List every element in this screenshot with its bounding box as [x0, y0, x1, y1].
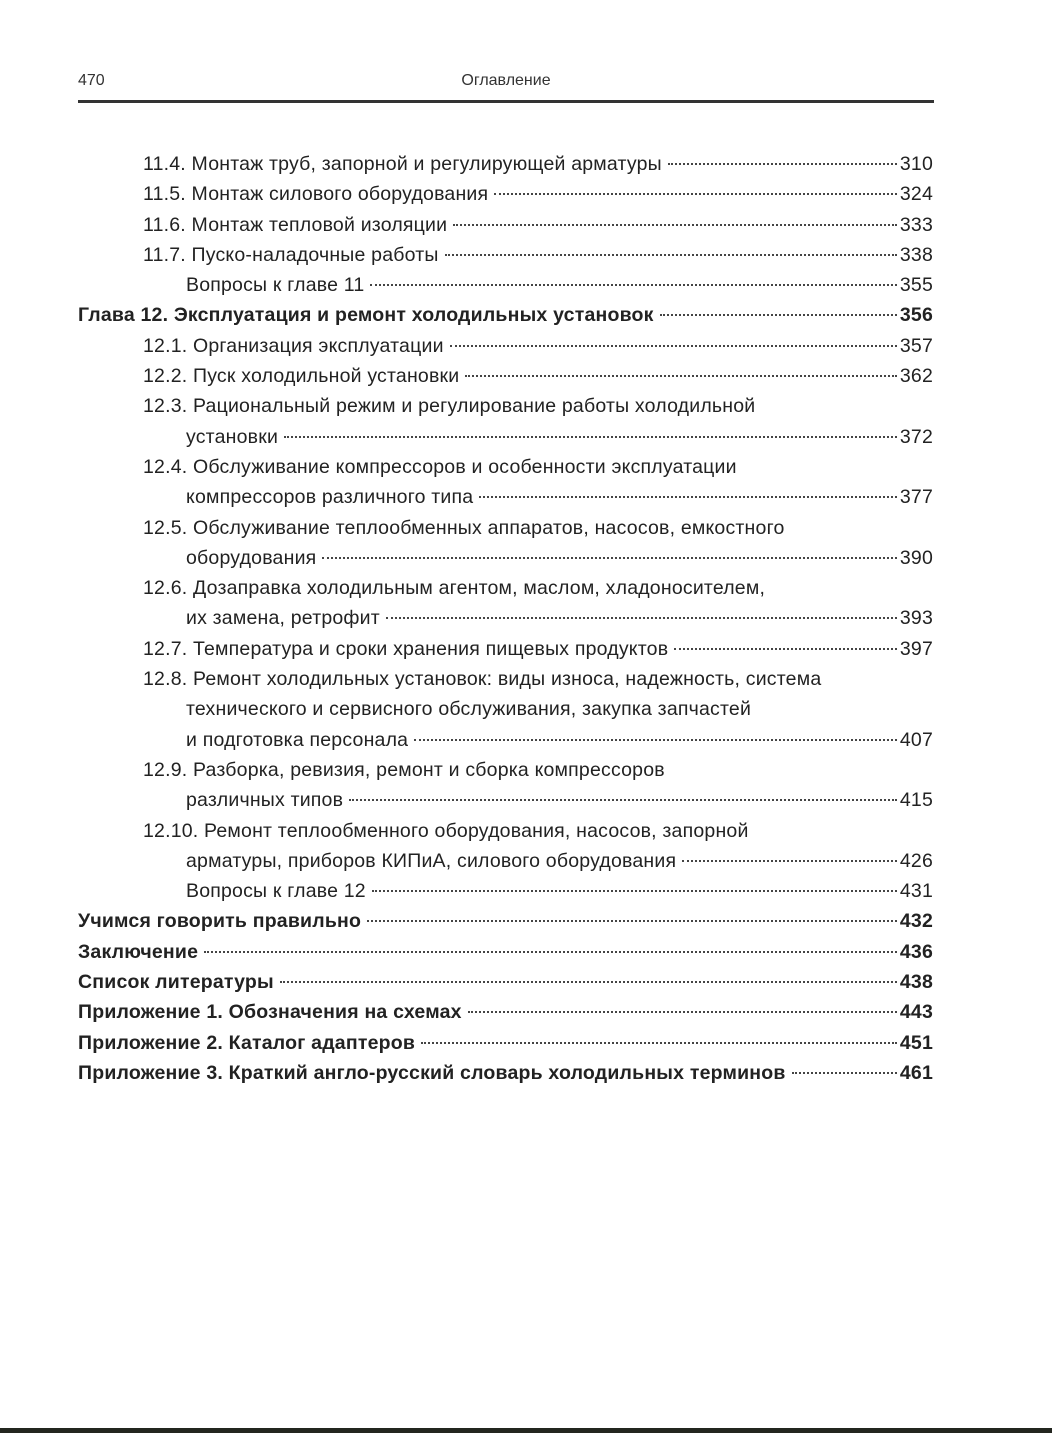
toc-page-number: 333 [899, 213, 933, 236]
dot-leader [414, 739, 897, 741]
toc-entry-title: 11.7. Пуско-наладочные работы [143, 243, 439, 266]
toc-entry-title: и подготовка персонала [186, 728, 409, 751]
toc-entry[interactable] [78, 331, 933, 361]
toc-entry[interactable] [78, 270, 933, 300]
dot-leader [284, 436, 897, 438]
toc-entry-line [78, 210, 933, 240]
toc-entry-title: различных типов [186, 789, 344, 812]
toc-entry[interactable] [78, 361, 933, 391]
toc-entry-line [78, 543, 933, 573]
toc-entry[interactable] [78, 179, 933, 209]
toc-entry-title: 12.4. Обслуживание компрессоров и особенности эксплуатации [143, 455, 737, 478]
toc-entry[interactable] [78, 1028, 933, 1058]
toc-page-number: 438 [899, 971, 933, 994]
dot-leader [465, 375, 896, 377]
toc-entry[interactable] [78, 149, 933, 179]
toc-entry-title: 12.8. Ремонт холодильных установок: виды износа, надежность, система [143, 668, 822, 691]
toc-entry[interactable] [78, 937, 933, 967]
toc-entry-line [78, 937, 933, 967]
toc-entry-line [78, 694, 933, 724]
toc-entry-line [78, 452, 933, 482]
dot-leader [370, 284, 896, 286]
toc-entry-title: 12.5. Обслуживание теплообменных аппаратов, насосов, емкостного [143, 516, 785, 539]
dot-leader [792, 1072, 897, 1074]
toc-page-number: 397 [899, 637, 933, 660]
dot-leader [445, 254, 897, 256]
toc-entry[interactable] [78, 997, 933, 1027]
toc-page-number: 377 [899, 486, 933, 509]
toc-entry-title: 12.9. Разборка, ревизия, ремонт и сборка компрессоров [143, 758, 665, 781]
toc-entry-title: 12.7. Температура и сроки хранения пищевых продуктов [143, 637, 669, 660]
toc-entry-line [78, 785, 933, 815]
dot-leader [204, 951, 897, 953]
toc-entry-title: 11.6. Монтаж тепловой изоляции [143, 213, 448, 236]
toc-entry[interactable] [78, 634, 933, 664]
dot-leader [450, 345, 897, 347]
toc-entry-title: Приложение 3. Краткий англо-русский словарь холодильных терминов [78, 1061, 786, 1084]
toc-page-number: 431 [899, 880, 933, 903]
toc-entry-title: оборудования [186, 546, 317, 569]
toc-entry-line [78, 906, 933, 936]
toc-entry-title: Глава 12. Эксплуатация и ремонт холодильных установок [78, 304, 654, 327]
dot-leader [668, 163, 897, 165]
dot-leader [322, 557, 896, 559]
toc-entry-title: 11.5. Монтаж силового оборудования [143, 183, 489, 206]
toc-entry[interactable] [78, 816, 933, 877]
dot-leader [682, 860, 897, 862]
toc-page-number: 310 [899, 153, 933, 175]
toc-entry[interactable] [78, 664, 933, 755]
toc-entry-line [78, 422, 933, 452]
toc-entry-line [78, 391, 933, 421]
toc-page-number: 324 [899, 183, 933, 206]
toc-entry-title: Приложение 1. Обозначения на схемах [78, 1001, 462, 1024]
toc-entry-line [78, 149, 933, 179]
toc-page-number: 338 [899, 243, 933, 266]
toc-entry-line [78, 240, 933, 270]
dot-leader [280, 981, 897, 983]
toc-page-number: 426 [899, 849, 933, 872]
dot-leader [421, 1042, 897, 1044]
toc-entry[interactable] [78, 452, 933, 513]
toc-entry-line [78, 361, 933, 391]
toc-entry-title: Учимся говорить правильно [78, 910, 362, 933]
toc-entry-title: 12.1. Организация эксплуатации [143, 334, 444, 357]
dot-leader [674, 648, 897, 650]
toc-page-number: 432 [899, 910, 933, 933]
toc-entry[interactable] [78, 513, 933, 574]
toc-entry-title: установки [186, 425, 279, 448]
toc-entry-line [78, 876, 933, 906]
toc-entry-title: 12.2. Пуск холодильной установки [143, 365, 460, 388]
dot-leader [372, 890, 897, 892]
toc-entry-title: 11.4. Монтаж труб, запорной и регулирующей арматуры [143, 153, 662, 175]
toc-entry-line [78, 573, 933, 603]
dot-leader [479, 496, 897, 498]
toc-entry-line [78, 482, 933, 512]
dot-leader [386, 617, 897, 619]
toc-entry-title: Вопросы к главе 11 [186, 274, 365, 297]
dot-leader [660, 314, 897, 316]
toc-page-number: 415 [899, 789, 933, 812]
toc-entry-title: Приложение 2. Каталог адаптеров [78, 1031, 416, 1054]
toc-page-number: 436 [899, 940, 933, 963]
viewer-bottom-bar [0, 1428, 1052, 1433]
dot-leader [453, 224, 897, 226]
toc-entry-line [78, 725, 933, 755]
toc-page-number: 393 [899, 607, 933, 630]
toc-entry-title: 12.3. Рациональный режим и регулирование работы холодильной [143, 395, 756, 418]
running-title: Оглавление [461, 72, 551, 89]
toc-entry-title: их замена, ретрофит [186, 607, 380, 630]
header-rule [78, 100, 934, 103]
toc-page-number: 357 [899, 334, 933, 357]
dot-leader [349, 799, 897, 801]
toc-entry[interactable] [78, 876, 933, 906]
toc-entry-line [78, 513, 933, 543]
toc-entry-line [78, 755, 933, 785]
toc-entry-line [78, 997, 933, 1027]
toc-entry-title: Заключение [78, 940, 199, 963]
toc-entry[interactable] [78, 391, 933, 452]
page-number: 470 [78, 72, 105, 89]
toc-page-number: 372 [899, 425, 933, 448]
dot-leader [468, 1011, 897, 1013]
toc-entry-title: 12.10. Ремонт теплообменного оборудования, насосов, запорной [143, 819, 749, 842]
toc-entry[interactable] [78, 967, 933, 997]
toc-entry-title: Вопросы к главе 12 [186, 880, 366, 903]
toc-entry[interactable] [78, 906, 933, 936]
toc-page-number: 443 [899, 1001, 933, 1024]
dot-leader [367, 920, 897, 922]
toc-entry-line [78, 1028, 933, 1058]
toc-page-number: 407 [899, 728, 933, 751]
toc-entry-line [78, 603, 933, 633]
toc-entry-line [78, 1058, 933, 1088]
toc-entry-line [78, 270, 933, 300]
toc-entry[interactable] [78, 300, 933, 330]
toc-entry-title: Список литературы [78, 971, 274, 994]
toc-entry-title: арматуры, приборов КИПиА, силового оборудования [186, 849, 677, 872]
running-header [78, 72, 934, 96]
toc-entry-title: 12.6. Дозаправка холодильным агентом, маслом, хладоносителем, [143, 577, 766, 600]
toc-entry-line [78, 331, 933, 361]
toc-entry[interactable] [78, 210, 933, 240]
toc-entry-line [78, 816, 933, 846]
toc-entry-title: компрессоров различного типа [186, 486, 474, 509]
dot-leader [494, 193, 897, 195]
toc-entry[interactable] [78, 240, 933, 270]
toc-entry-line [78, 300, 933, 330]
toc-page-number: 390 [899, 546, 933, 569]
toc-entry-line [78, 179, 933, 209]
toc-entry[interactable] [78, 573, 933, 634]
toc-page-number: 362 [899, 365, 933, 388]
toc-page-number: 461 [899, 1061, 933, 1084]
toc-entry-line [78, 967, 933, 997]
toc-page-number: 355 [899, 274, 933, 297]
toc-entry-title: технического и сервисного обслуживания, закупка запчастей [186, 698, 752, 721]
toc-page-number: 356 [899, 304, 933, 327]
toc-entry[interactable] [78, 755, 933, 816]
toc-entry-line [78, 664, 933, 694]
toc-entry[interactable] [78, 1058, 933, 1088]
toc-entry-line [78, 634, 933, 664]
toc-entry-line [78, 846, 933, 876]
table-of-contents [78, 149, 933, 1088]
toc-page-number: 451 [899, 1031, 933, 1054]
